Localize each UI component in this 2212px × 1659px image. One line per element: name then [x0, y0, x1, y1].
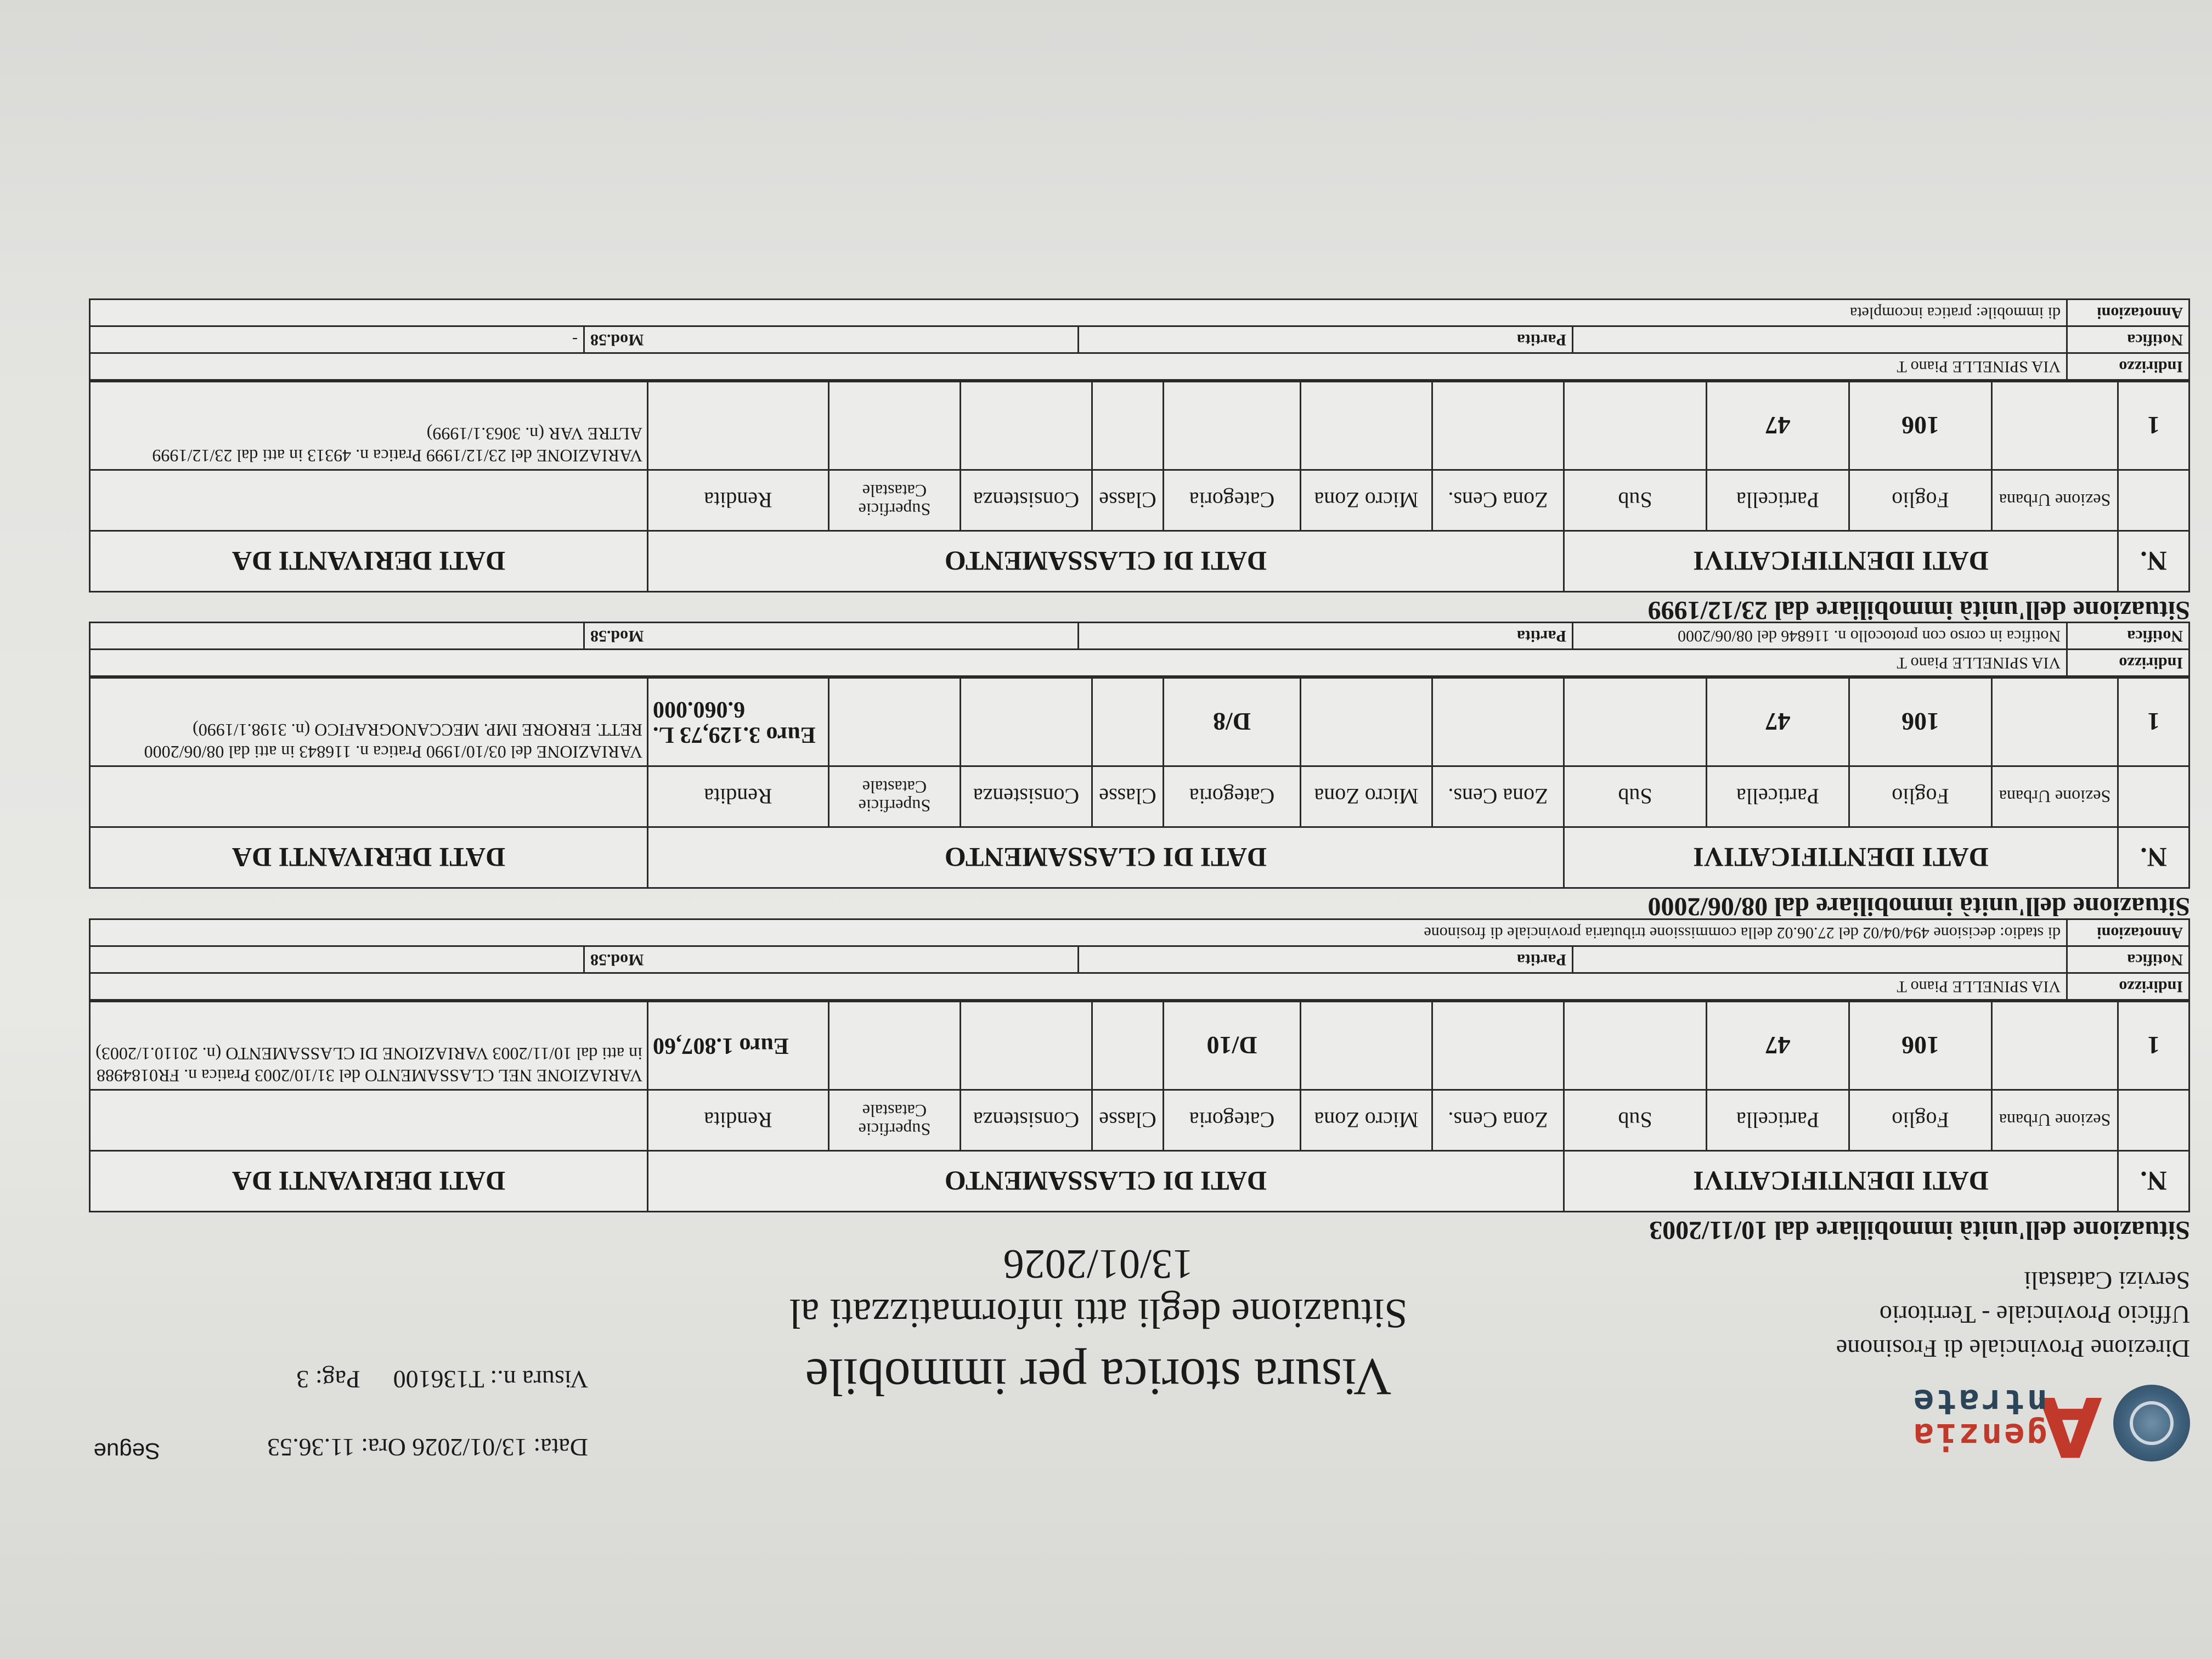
notifica-value: Notifica in corso con protocollo n. 116846 del 08/06/2000: [1573, 623, 2067, 650]
col-superficie: Superficie Catastale: [828, 470, 960, 531]
cell-rendita: [647, 382, 828, 470]
mod58-label: Mod.58: [584, 326, 1079, 353]
col-classe: Classe: [1092, 1090, 1163, 1151]
n-header: N.: [2118, 531, 2190, 592]
mod58-label: Mod.58: [584, 623, 1079, 650]
n-header: N.: [2118, 827, 2190, 888]
logo-letter: A: [2038, 1378, 2102, 1474]
dati-classamento-header: DATI DI CLASSAMENTO: [647, 1151, 1564, 1212]
visura-number: Visura n.: T136100: [393, 1365, 588, 1393]
indirizzo-label: Indirizzo: [2067, 650, 2190, 676]
col-foglio: Foglio: [1849, 470, 1992, 531]
date-time: Data: 13/01/2026 Ora: 11.36.53: [267, 1434, 588, 1462]
col-zona: Zona Cens.: [1432, 1090, 1564, 1151]
col-particella: Particella: [1707, 470, 1849, 531]
cell-categoria: [1163, 382, 1300, 470]
cell-derivanti: VARIAZIONE del 03/10/1990 Pratica n. 116843 in atti dal 08/06/2000 RETT. ERRORE IMP. MECCANOGRAFICO (n. 3198.1/1990): [90, 678, 648, 766]
col-rendita: Rendita: [647, 470, 828, 531]
cell-n: 1: [2118, 1002, 2190, 1090]
annotazioni-value: di stadio: decisione 494/04/02 del 27.06.02 della commissione tributaria provinciale di frosinone: [90, 919, 2067, 946]
col-rendita: Rendita: [647, 766, 828, 827]
office-line: Ufficio Provinciale - Territorio: [1879, 1301, 2190, 1329]
cell-particella: 47: [1707, 382, 1849, 470]
col-rendita: Rendita: [647, 1090, 828, 1151]
logo-text-bottom: ntrate: [1911, 1382, 2047, 1422]
col-categoria: Categoria: [1163, 766, 1300, 827]
col-zona: Zona Cens.: [1432, 766, 1564, 827]
col-zona: Zona Cens.: [1432, 470, 1564, 531]
col-sub: Sub: [1564, 470, 1706, 531]
cell-foglio: 106: [1849, 382, 1992, 470]
cell-particella: 47: [1707, 678, 1849, 766]
dati-derivanti-header: DATI DERIVANTI DA: [90, 531, 648, 592]
annotazioni-label: Annotazioni: [2067, 919, 2190, 946]
cell-categoria: D/10: [1163, 1002, 1300, 1090]
notifica-value: [1573, 946, 2067, 973]
office-line: Direzione Provinciale di Frosinone: [1836, 1335, 2190, 1363]
dati-identificativi-header: DATI IDENTIFICATIVI: [1564, 827, 2118, 888]
col-consistenza: Consistenza: [960, 766, 1092, 827]
col-micro: Micro Zona: [1300, 766, 1432, 827]
page-title: Visura storica per immobile: [805, 1348, 1392, 1407]
col-superficie: Superficie Catastale: [828, 1090, 960, 1151]
section-title: Situazione dell'unità immobiliare dal 10/11/2003: [1649, 1216, 2190, 1245]
annotazioni-value: di immobile: pratica incompleta: [90, 300, 2067, 326]
segue-label: Segue: [93, 1438, 160, 1464]
col-foglio: Foglio: [1849, 1090, 1992, 1151]
logo-text-top: genzia: [1911, 1416, 2047, 1456]
mod58-label: Mod.58: [584, 946, 1079, 973]
notifica-label: Notifica: [2067, 946, 2190, 973]
mod58-value: -: [90, 326, 584, 353]
col-classe: Classe: [1092, 470, 1163, 531]
page-subtitle: Situazione degli atti informatizzati al 13/01/2026: [789, 1241, 1408, 1336]
dati-derivanti-header: DATI DERIVANTI DA: [90, 827, 648, 888]
dati-identificativi-header: DATI IDENTIFICATIVI: [1564, 1151, 2118, 1212]
cell-foglio: 106: [1849, 1002, 1992, 1090]
indirizzo-label: Indirizzo: [2067, 353, 2190, 380]
dati-classamento-header: DATI DI CLASSAMENTO: [647, 827, 1564, 888]
cell-n: 1: [2118, 382, 2190, 470]
col-categoria: Categoria: [1163, 1090, 1300, 1151]
section-2000: [89, 622, 2190, 924]
cell-n: 1: [2118, 678, 2190, 766]
col-sezione: Sezione Urbana: [1992, 766, 2118, 827]
notifica-label: Notifica: [2067, 326, 2190, 353]
col-micro: Micro Zona: [1300, 470, 1432, 531]
page-number: Pag: 3: [296, 1365, 360, 1393]
col-consistenza: Consistenza: [960, 470, 1092, 531]
indirizzo-value: VIA SPINELLE Piano T: [90, 353, 2067, 380]
classamento-table: [89, 677, 2190, 889]
col-foglio: Foglio: [1849, 766, 1992, 827]
section-2003: [89, 918, 2190, 1248]
cell-foglio: 106: [1849, 678, 1992, 766]
cell-particella: 47: [1707, 1002, 1849, 1090]
mod58-value: [90, 946, 584, 973]
republic-seal-icon: [2113, 1385, 2190, 1462]
section-title: Situazione dell'unità immobiliare dal 23/12/1999: [1647, 596, 2190, 625]
col-particella: Particella: [1707, 1090, 1849, 1151]
classamento-table: [89, 381, 2190, 592]
office-line: Servizi Catastali: [2024, 1267, 2190, 1295]
partita-label: Partita: [1079, 623, 1573, 650]
classamento-table: [89, 1001, 2190, 1212]
col-sub: Sub: [1564, 1090, 1706, 1151]
cell-rendita: Euro 1.807,60: [647, 1002, 828, 1090]
notifica-label: Notifica: [2067, 623, 2190, 650]
dati-derivanti-header: DATI DERIVANTI DA: [90, 1151, 648, 1212]
col-classe: Classe: [1092, 766, 1163, 827]
cell-categoria: D/8: [1163, 678, 1300, 766]
indirizzo-value: VIA SPINELLE Piano T: [90, 650, 2067, 676]
col-consistenza: Consistenza: [960, 1090, 1092, 1151]
agenzia-entrate-logo: [1883, 1378, 2190, 1474]
cell-rendita: Euro 3.129,73 L. 6.060.000: [647, 678, 828, 766]
partita-label: Partita: [1079, 326, 1573, 353]
info-table: [89, 918, 2190, 1001]
col-particella: Particella: [1707, 766, 1849, 827]
indirizzo-label: Indirizzo: [2067, 973, 2190, 1000]
info-table: [89, 298, 2190, 381]
annotazioni-label: Annotazioni: [2067, 300, 2190, 326]
col-micro: Micro Zona: [1300, 1090, 1432, 1151]
n-header: N.: [2118, 1151, 2190, 1212]
section-title: Situazione dell'unità immobiliare dal 08/06/2000: [1647, 892, 2190, 921]
col-categoria: Categoria: [1163, 470, 1300, 531]
col-superficie: Superficie Catastale: [828, 766, 960, 827]
dati-classamento-header: DATI DI CLASSAMENTO: [647, 531, 1564, 592]
partita-label: Partita: [1079, 946, 1573, 973]
indirizzo-value: VIA SPINELLE Piano T: [90, 973, 2067, 1000]
dati-identificativi-header: DATI IDENTIFICATIVI: [1564, 531, 2118, 592]
cell-derivanti: VARIAZIONE del 23/12/1999 Pratica n. 49313 in atti dal 23/12/1999 ALTRE VAR (n. 3063.1/1999): [90, 382, 648, 470]
cell-derivanti: VARIAZIONE NEL CLASSAMENTO del 31/10/2003 Pratica n. FR0184988 in atti dal 10/11/2003 VARIAZIONE DI CLASSAMENTO (n. 20110.1/2003): [90, 1002, 648, 1090]
col-sezione: Sezione Urbana: [1992, 1090, 2118, 1151]
info-table: [89, 622, 2190, 677]
notifica-value: [1573, 326, 2067, 353]
col-sezione: Sezione Urbana: [1992, 470, 2118, 531]
office-block: [1740, 1263, 2190, 1365]
col-sub: Sub: [1564, 766, 1706, 827]
section-1999: [89, 298, 2190, 628]
